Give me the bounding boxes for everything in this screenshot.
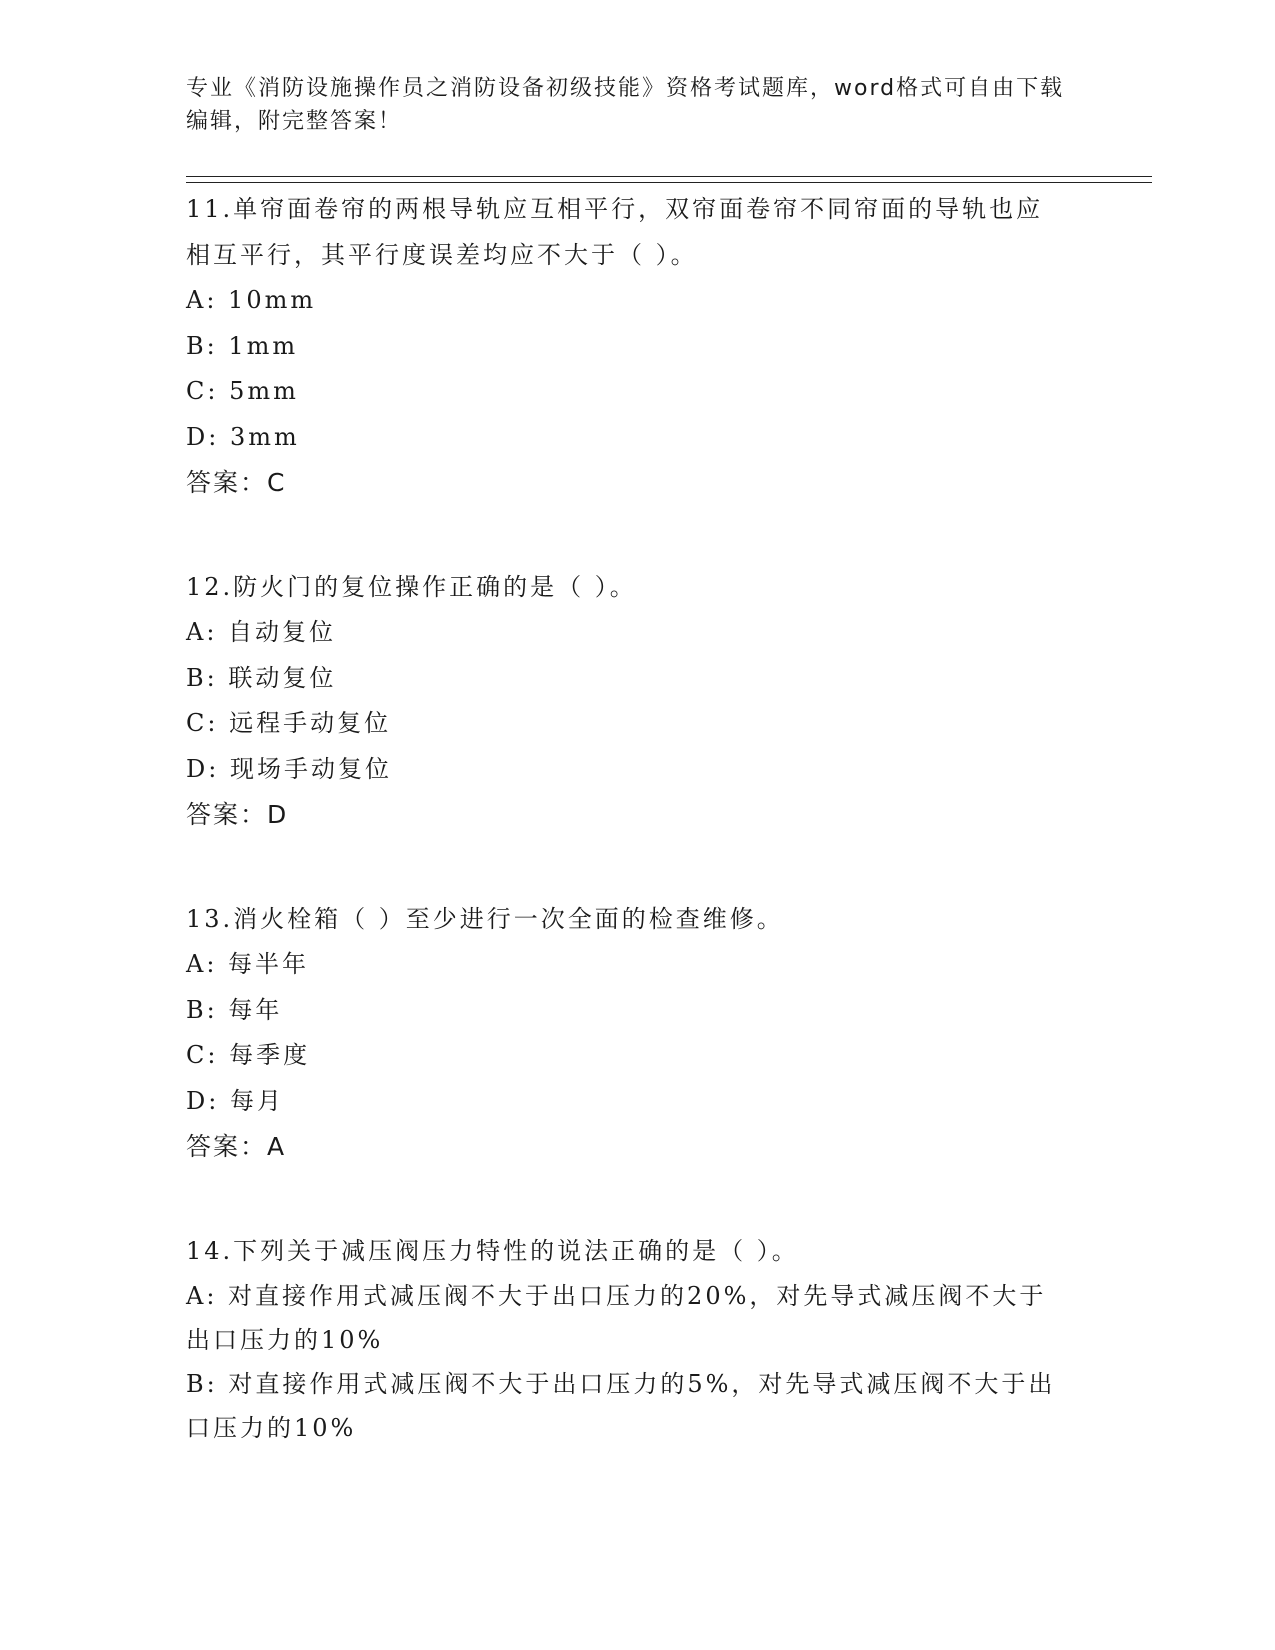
answer: 答案：C <box>186 468 287 497</box>
option-d: D: 3mm <box>186 422 300 451</box>
option-a: A: 对直接作用式减压阀不大于出口压力的20%，对先导式减压阀不大于出口压力的10% <box>186 1282 1047 1354</box>
question-stem: 11.单帘面卷帘的两根导轨应互相平行，双帘面卷帘不同帘面的导轨也应相互平行，其平行度误差均应不大于（ ）。 <box>186 195 1044 269</box>
option-a: A: 每半年 <box>186 950 310 978</box>
question-stem: 12.防火门的复位操作正确的是（ ）。 <box>186 573 637 601</box>
question-list <box>186 186 1066 1450</box>
question-stem: 14.下列关于减压阀压力特性的说法正确的是（ ）。 <box>186 1237 799 1265</box>
answer: 答案：D <box>186 800 289 829</box>
header-divider-bottom <box>186 182 1152 183</box>
option-c: C: 每季度 <box>186 1041 311 1069</box>
option-d: D: 现场手动复位 <box>186 754 392 783</box>
option-d: D: 每月 <box>186 1086 284 1115</box>
option-c: C: 5mm <box>186 377 299 405</box>
question-11 <box>186 186 1066 506</box>
option-b: B: 每年 <box>186 995 283 1024</box>
option-b: B: 对直接作用式减压阀不大于出口压力的5%，对先导式减压阀不大于出口压力的10% <box>186 1370 1056 1442</box>
question-14 <box>186 1228 1066 1450</box>
question-13 <box>186 896 1066 1170</box>
option-b: B: 联动复位 <box>186 663 337 692</box>
option-a: A: 自动复位 <box>186 618 337 646</box>
question-stem: 13.消火栓箱（ ）至少进行一次全面的检查维修。 <box>186 905 784 933</box>
question-12 <box>186 564 1066 838</box>
header-divider-top <box>186 176 1152 177</box>
document-header: 专业《消防设施操作员之消防设备初级技能》资格考试题库，word格式可自由下载编辑，附完整答案！ <box>186 76 1065 134</box>
option-a: A: 10mm <box>186 286 317 314</box>
answer: 答案：A <box>186 1132 287 1161</box>
option-c: C: 远程手动复位 <box>186 709 392 737</box>
option-b: B: 1mm <box>186 331 299 360</box>
